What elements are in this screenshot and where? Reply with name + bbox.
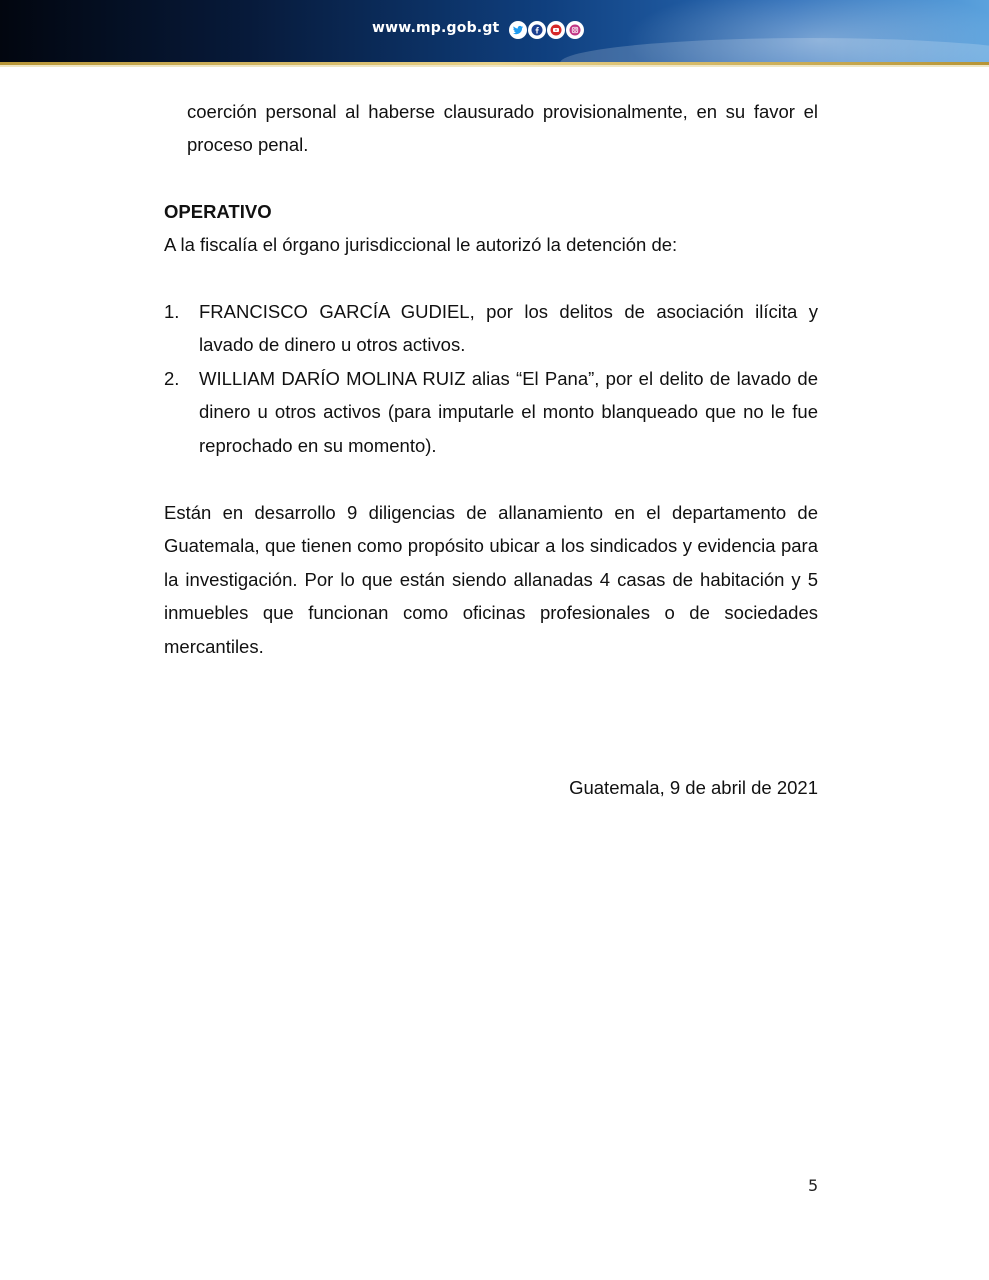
diligences-paragraph: Están en desarrollo 9 diligencias de allanamiento en el departamento de Guatemala, que tienen como propósito ubicar a los sindicados y evidencia para la investigación. Por lo que están siendo allanadas 4 casas de habitación y 5 inmuebles que funcionan como oficinas profesionales o de sociedades mercantiles. xyxy=(164,502,818,657)
page-number: 5 xyxy=(808,1176,819,1195)
list-item-number: 1. xyxy=(164,301,180,322)
site-url[interactable]: www.mp.gob.gt xyxy=(372,20,500,36)
list-item xyxy=(164,295,818,362)
banner-sheen-decoration xyxy=(609,0,989,62)
facebook-icon[interactable] xyxy=(528,21,546,39)
header-banner xyxy=(0,0,989,62)
continued-paragraph: coerción personal al haberse clausurado provisionalmente, en su favor el proceso penal. xyxy=(187,101,818,156)
youtube-icon[interactable] xyxy=(547,21,565,39)
section-heading: OPERATIVO xyxy=(164,201,272,222)
list-item xyxy=(164,362,818,462)
place-date: Guatemala, 9 de abril de 2021 xyxy=(569,777,818,798)
twitter-icon[interactable] xyxy=(509,21,527,39)
intro-text: A la fiscalía el órgano jurisdiccional le autorizó la detención de: xyxy=(164,234,678,255)
list-item-text: FRANCISCO GARCÍA GUDIEL, por los delitos de asociación ilícita y lavado de dinero u otros activos. xyxy=(199,301,818,356)
list-item-text: WILLIAM DARÍO MOLINA RUIZ alias “El Pana”, por el delito de lavado de dinero u otros activos (para imputarle el monto blanqueado que no le fue reprochado en su momento). xyxy=(199,367,818,456)
header-gold-rule-light xyxy=(0,65,989,67)
social-icons xyxy=(509,21,584,39)
detention-list xyxy=(164,295,818,462)
instagram-icon[interactable] xyxy=(566,21,584,39)
list-item-number: 2. xyxy=(164,367,180,389)
